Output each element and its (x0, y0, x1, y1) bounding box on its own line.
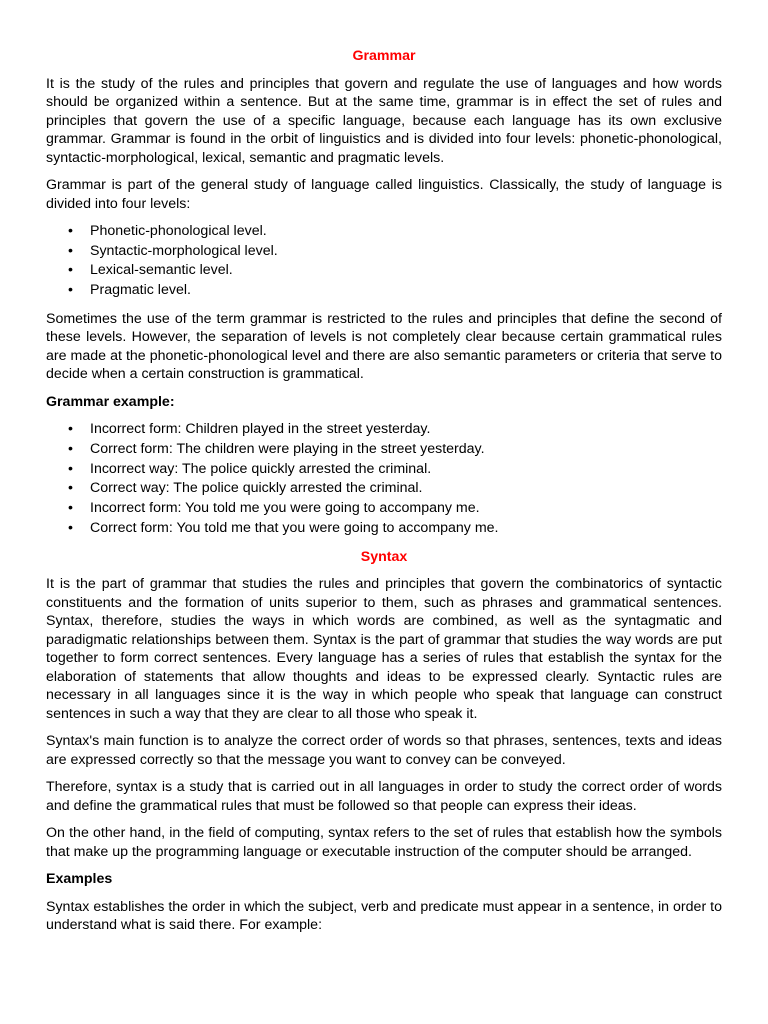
bullet-icon: • (68, 480, 73, 497)
grammar-paragraph-1: It is the study of the rules and principles that govern and regulate the use of languages and how words should be organized within a sentence. But at the same time, grammar is in effect the set of rules and principles that govern the use of a specific language, because each language has its own exclusive grammar. Grammar is found in the orbit of linguistics and is divided into four levels: phonetic-phonological, syntactic-morphological, lexical, semantic and pragmatic levels. (46, 75, 722, 166)
bullet-icon: • (68, 500, 73, 517)
grammar-title: Grammar (352, 48, 416, 64)
grammar-example-heading: Grammar example: (46, 393, 175, 410)
syntax-paragraph-1: It is the part of grammar that studies the rules and principles that govern the combinatorics of syntactic constituents and the formation of units superior to them, such as phrases and grammatical sentences. Syntax, therefore, studies the ways in which words are combined, as well as the syntagmatic and paradigmatic relationships between them. Syntax is the part of grammar that studies the way words are put together to form correct sentences. Every language has a series of rules that establish the syntax for the elaboration of statements that allow thoughts and ideas to be expressed clearly. Syntactic rules are necessary in all languages since it is the way in which people who speak that language can construct sentences in such a way that they are clear to all those who speak it. (46, 576, 722, 722)
grammar-paragraph-3: Sometimes the use of the term grammar is restricted to the rules and principles that define the second of these levels. However, the separation of levels is not completely clear because certain grammatical rules are made at the phonetic-phonological level and there are also semantic parameters or criteria that serve to decide when a certain construction is grammatical. (46, 310, 722, 383)
list-item: • Syntactic-morphological level. (46, 242, 722, 262)
syntax-paragraph-3: Therefore, syntax is a study that is carried out in all languages in order to study the correct order of words and define the grammatical rules that must be followed so that people can express their ideas. (46, 779, 722, 814)
list-item: • Incorrect way: The police quickly arrested the criminal. (46, 460, 722, 480)
list-item: • Correct way: The police quickly arrested the criminal. (46, 479, 722, 499)
list-item: • Pragmatic level. (46, 281, 722, 301)
bullet-icon: • (68, 223, 73, 239)
syntax-paragraph-5: Syntax establishes the order in which the subject, verb and predicate must appear in a sentence, in order to understand what is said there. For example: (46, 898, 722, 934)
syntax-paragraph-2: Syntax's main function is to analyze the correct order of words so that phrases, sentences, texts and ideas are expressed correctly so that the message you want to convey can be conveyed. (46, 733, 722, 768)
bullet-icon: • (68, 242, 73, 259)
list-item: • Phonetic-phonological level. (46, 222, 722, 242)
list-item: • Correct form: You told me that you were going to accompany me. (46, 519, 722, 539)
list-item: • Incorrect form: Children played in the street yesterday. (46, 420, 722, 440)
bullet-icon: • (68, 460, 73, 477)
list-item: • Lexical-semantic level. (46, 261, 722, 281)
syntax-paragraph-4: On the other hand, in the field of computing, syntax refers to the set of rules that establish how the symbols that make up the programming language or executable instruction of the computer should be arranged. (46, 825, 722, 860)
grammar-examples-list (46, 420, 722, 538)
bullet-icon: • (68, 421, 73, 438)
list-item: • Correct form: The children were playing in the street yesterday. (46, 440, 722, 460)
list-item: • Incorrect form: You told me you were going to accompany me. (46, 499, 722, 519)
bullet-icon: • (68, 262, 73, 279)
grammar-levels-list (46, 222, 722, 301)
syntax-examples-heading: Examples (46, 871, 113, 888)
bullet-icon: • (68, 441, 73, 458)
grammar-paragraph-2: Grammar is part of the general study of language called linguistics. Classically, the study of language is divided into four levels: (46, 177, 722, 212)
syntax-title: Syntax (360, 548, 408, 565)
bullet-icon: • (68, 519, 73, 536)
bullet-icon: • (68, 282, 73, 299)
